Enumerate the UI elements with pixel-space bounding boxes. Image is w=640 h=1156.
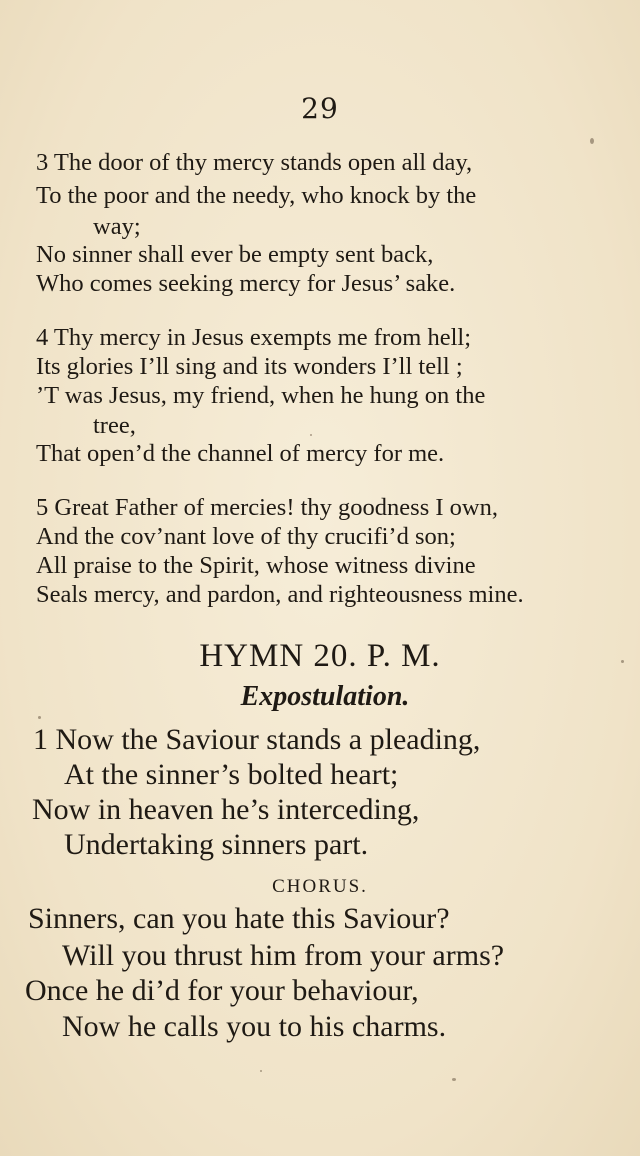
verse-3-line-4: No sinner shall ever be empty sent back, xyxy=(36,241,434,268)
ink-speck xyxy=(590,138,594,144)
ink-speck xyxy=(621,660,624,663)
hymn-subtitle: Expostulation. xyxy=(240,681,410,712)
verse-4-line-5: That open’d the channel of mercy for me. xyxy=(36,440,445,467)
verse-4-line-3: ’T was Jesus, my friend, when he hung on the xyxy=(36,382,486,409)
verse-4-line-2: Its glories I’ll sing and its wonders I’ll tell ; xyxy=(36,353,463,380)
ink-speck xyxy=(452,1078,456,1081)
hymn-verse-1-line-1: 1 Now the Saviour stands a pleading, xyxy=(33,723,481,756)
hymn-verse-1-line-4: Undertaking sinners part. xyxy=(64,828,369,861)
page-number: 29 xyxy=(301,92,339,125)
chorus-label: CHORUS. xyxy=(272,876,368,897)
verse-4-line-4: tree, xyxy=(93,412,136,439)
verse-4-line-1: 4 Thy mercy in Jesus exempts me from hell; xyxy=(36,324,472,351)
hymn-verse-1-line-3: Now in heaven he’s interceding, xyxy=(32,793,420,826)
ink-speck xyxy=(38,716,41,719)
hymn-verse-1-line-2: At the sinner’s bolted heart; xyxy=(64,758,399,791)
verse-5-line-3: All praise to the Spirit, whose witness divine xyxy=(36,552,476,579)
chorus-line-3: Once he di’d for your behaviour, xyxy=(25,974,419,1007)
hymn-title: HYMN 20. P. M. xyxy=(199,638,441,674)
chorus-line-4: Now he calls you to his charms. xyxy=(62,1010,447,1043)
verse-5-line-2: And the cov’nant love of thy crucifi’d son; xyxy=(36,523,456,550)
ink-speck xyxy=(310,434,312,436)
verse-3-line-1: 3 The door of thy mercy stands open all day, xyxy=(36,149,473,176)
verse-3-line-2: To the poor and the needy, who knock by the xyxy=(36,182,477,209)
verse-3-line-3: way; xyxy=(93,213,141,240)
verse-3-line-5: Who comes seeking mercy for Jesus’ sake. xyxy=(36,270,456,297)
verse-5-line-1: 5 Great Father of mercies! thy goodness I own, xyxy=(36,494,498,521)
chorus-line-2: Will you thrust him from your arms? xyxy=(62,939,505,972)
chorus-line-1: Sinners, can you hate this Saviour? xyxy=(28,902,450,935)
verse-5-line-4: Seals mercy, and pardon, and righteousness mine. xyxy=(36,581,524,608)
ink-speck xyxy=(260,1070,262,1072)
